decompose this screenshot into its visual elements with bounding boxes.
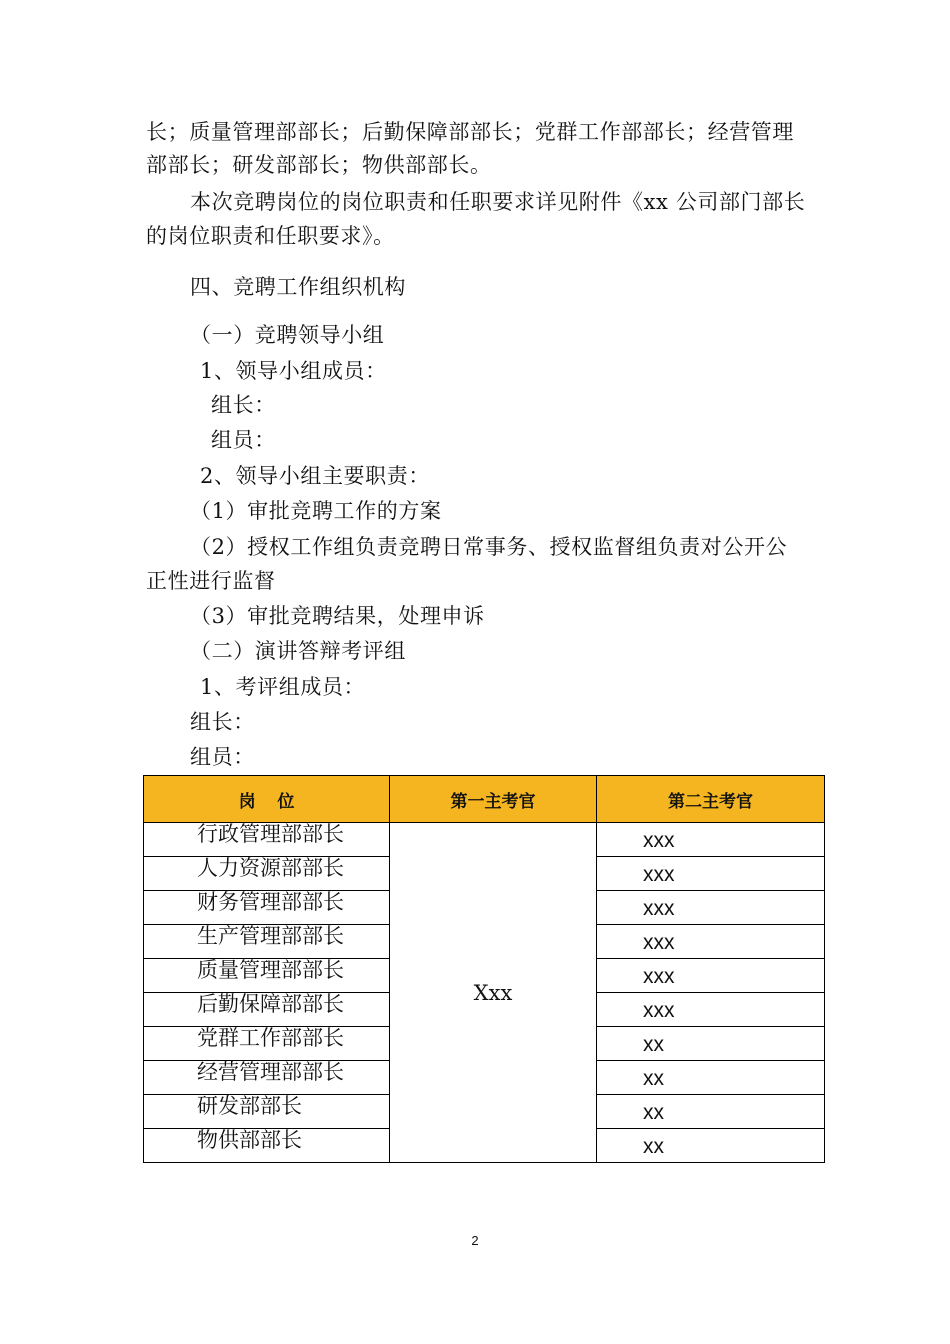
position-cell: 经营管理部部长 — [144, 1061, 390, 1095]
second-examiner-cell: xx — [597, 1027, 825, 1061]
table-header-row — [144, 776, 825, 823]
second-examiner-cell: xxx — [597, 959, 825, 993]
position-cell: 行政管理部部长 — [144, 823, 390, 857]
header-first-examiner: 第一主考官 — [390, 776, 597, 823]
second-examiner-cell: xxx — [597, 925, 825, 959]
list-item: 1、领导小组成员： — [200, 359, 387, 383]
position-cell: 研发部部长 — [144, 1095, 390, 1129]
paragraph-line: 长；质量管理部部长；后勤保障部部长；党群工作部部长；经营管理 — [146, 120, 794, 144]
list-item: 1、考评组成员： — [200, 675, 366, 699]
duty-item: （3）审批竞聘结果，处理申诉 — [190, 604, 485, 628]
paragraph-line: 本次竞聘岗位的岗位职责和任职要求详见附件《xx 公司部门部长 — [190, 190, 806, 214]
header-position: 岗 位 — [144, 776, 390, 823]
subsection-heading: （二）演讲答辩考评组 — [190, 639, 406, 663]
position-cell: 党群工作部部长 — [144, 1027, 390, 1061]
header-second-examiner: 第二主考官 — [597, 776, 825, 823]
second-examiner-cell: xx — [597, 1129, 825, 1163]
leader-label: 组长： — [190, 710, 255, 734]
duty-item: （1）审批竞聘工作的方案 — [190, 499, 442, 523]
second-examiner-cell: xxx — [597, 891, 825, 925]
position-cell: 后勤保障部部长 — [144, 993, 390, 1027]
second-examiner-cell: xxx — [597, 993, 825, 1027]
leader-label: 组长： — [211, 393, 276, 417]
duty-item: 正性进行监督 — [146, 569, 276, 593]
second-examiner-cell: xx — [597, 1095, 825, 1129]
paragraph-line: 部部长；研发部部长；物供部部长。 — [146, 153, 492, 177]
paragraph-line: 的岗位职责和任职要求》。 — [146, 224, 395, 248]
page-number: 2 — [471, 1233, 479, 1248]
subsection-heading: （一）竞聘领导小组 — [190, 323, 385, 347]
list-item: 2、领导小组主要职责： — [200, 464, 430, 488]
position-cell: 人力资源部部长 — [144, 857, 390, 891]
position-cell: 质量管理部部长 — [144, 959, 390, 993]
table-row — [144, 823, 825, 857]
section-heading: 四、竞聘工作组织机构 — [190, 275, 406, 299]
position-cell: 物供部部长 — [144, 1129, 390, 1163]
members-label: 组员： — [190, 745, 255, 769]
second-examiner-cell: xxx — [597, 857, 825, 891]
members-label: 组员： — [211, 428, 276, 452]
second-examiner-cell: xx — [597, 1061, 825, 1095]
first-examiner-cell: Xxx — [390, 823, 597, 1163]
position-cell: 财务管理部部长 — [144, 891, 390, 925]
examiner-table — [143, 775, 825, 1163]
second-examiner-cell: xxx — [597, 823, 825, 857]
position-cell: 生产管理部部长 — [144, 925, 390, 959]
duty-item: （2）授权工作组负责竞聘日常事务、授权监督组负责对公开公 — [190, 535, 788, 559]
